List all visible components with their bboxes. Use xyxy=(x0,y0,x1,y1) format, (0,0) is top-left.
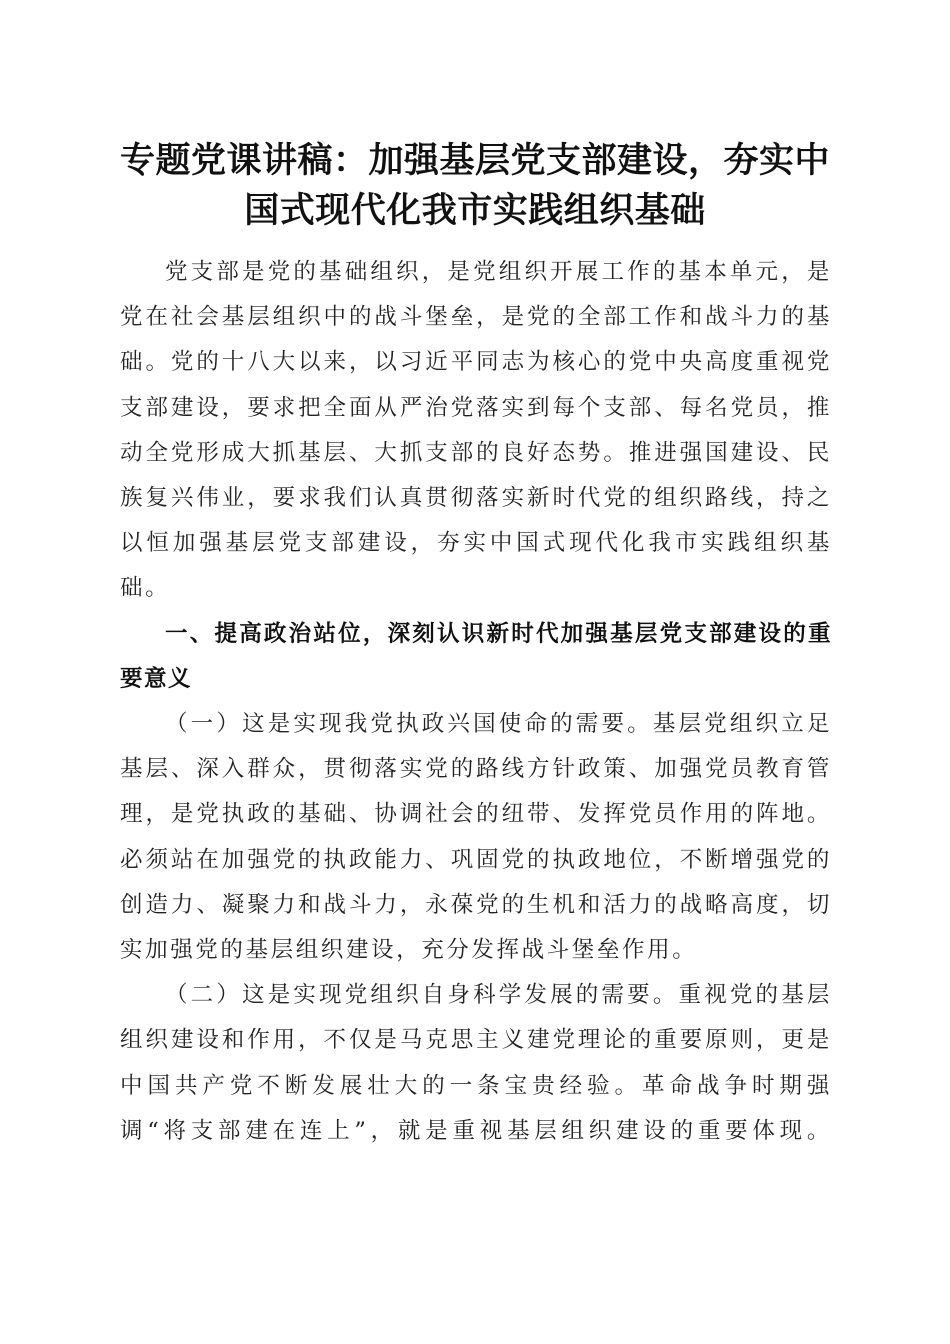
document-title: 专题党课讲稿：加强基层党支部建设，夯实中国式现代化我市实践组织基础 xyxy=(119,140,830,231)
subsection-paragraph-one: （一）这是实现我党执政兴国使命的需要。基层党组织立足基层、深入群众，贯彻落实党的路线方针政策、加强党员教育管理，是党执政的基础、协调社会的纽带、发挥党员作用的阵地。必须站在加强党的执政能力、巩固党的执政地位，不断增强党的创造力、凝聚力和战斗力，永葆党的生机和活力的战略高度，切实加强党的基层组织建设，充分发挥战斗堡垒作用。 xyxy=(120,711,832,964)
document-body xyxy=(120,250,832,1154)
section-heading-one: 一、提高政治站位，深刻认识新时代加强基层党支部建设的重要意义 xyxy=(120,620,832,692)
subsection-paragraph-two: （二）这是实现党组织自身科学发展的需要。重视党的基层组织建设和作用，不仅是马克思主义建党理论的重要原则，更是中国共产党不断发展壮大的一条宝贵经验。革命战争时期强调“将支部建在连上”，就是重视基层组织建设的重要体现。 xyxy=(120,982,832,1144)
intro-paragraph: 党支部是党的基础组织，是党组织开展工作的基本单元，是党在社会基层组织中的战斗堡垒，是党的全部工作和战斗力的基础。党的十八大以来，以习近平同志为核心的党中央高度重视党支部建设，要求把全面从严治党落实到每个支部、每名党员，推动全党形成大抓基层、大抓支部的良好态势。推进强国建设、民族复兴伟业，要求我们认真贯彻落实新时代党的组织路线，持之以恒加强基层党支部建设，夯实中国式现代化我市实践组织基础。 xyxy=(120,259,832,602)
